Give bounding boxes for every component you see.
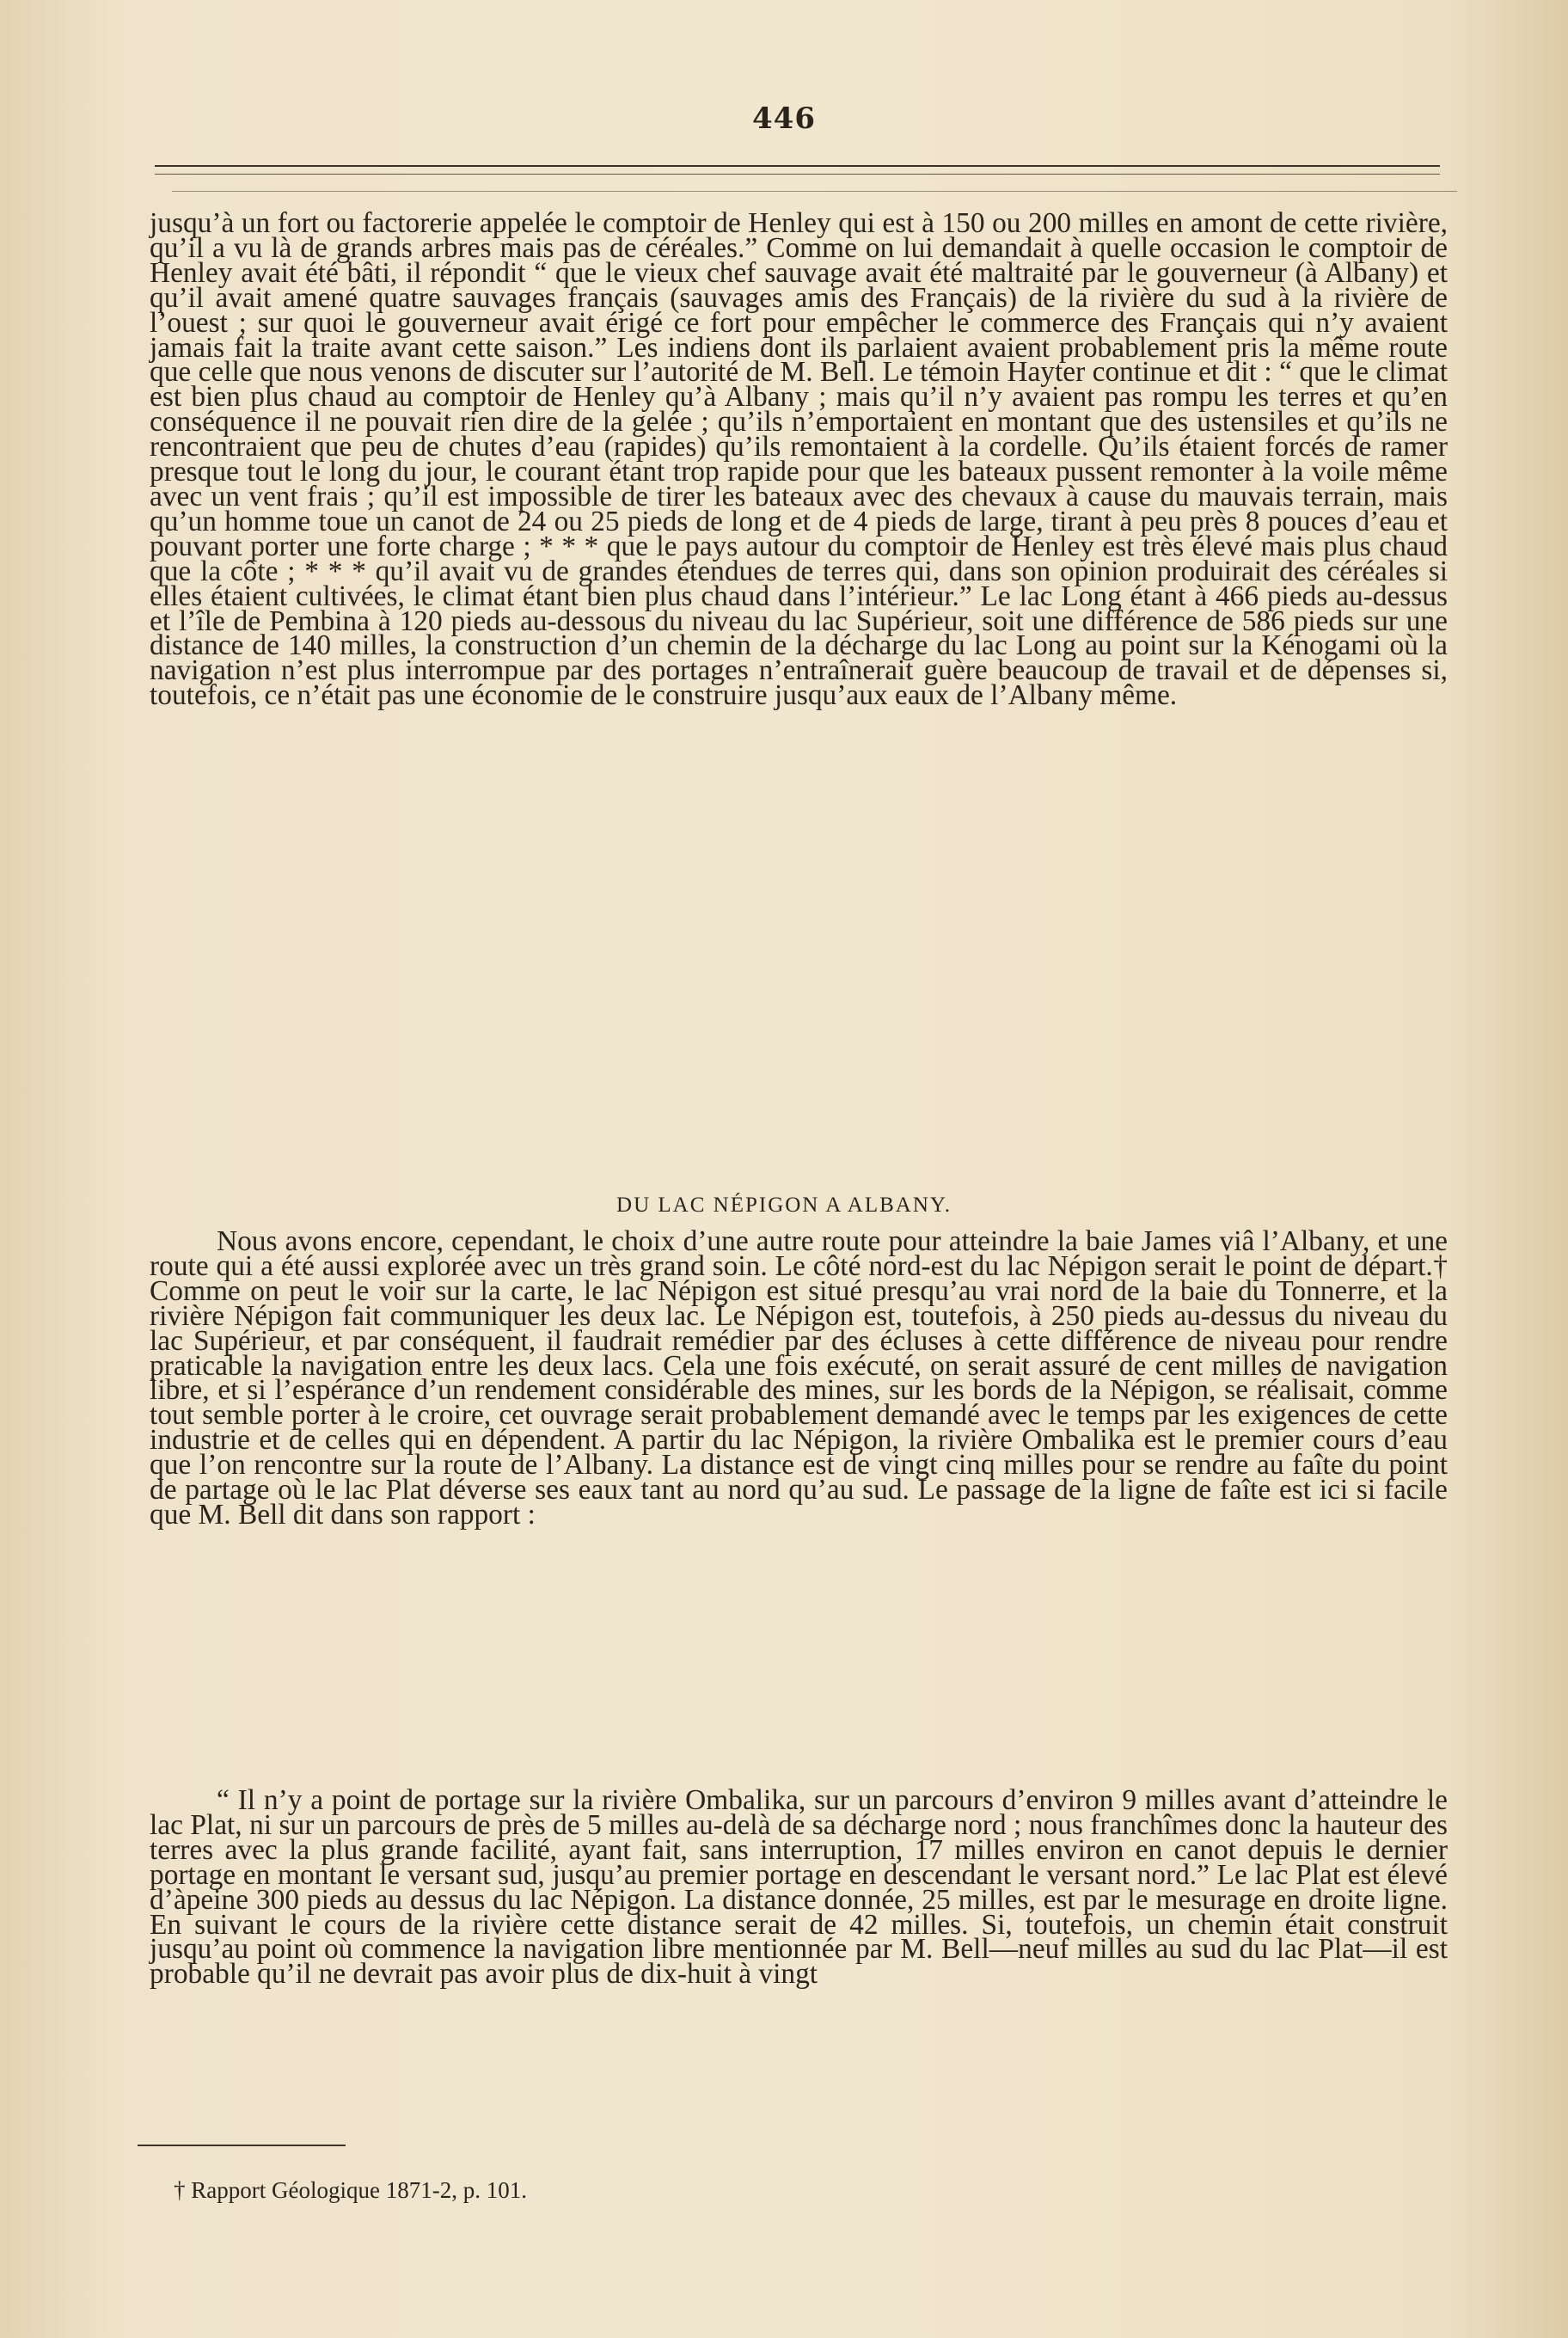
paragraph: jusqu’à un fort ou factorerie appelée le comptoir de Henley qui est à 150 ou 200 milles en amont de cette rivière, qu’il a vu là de grands arbres mais pas de céréales.” Comme on lui demandait à quelle occasion le comptoir de Henley avait été bâti, il répondit “ que le vieux chef sauvage avait été maltraité par le gouverneur (à Albany) et qu’il avait amené quatre sauvages français (sauvages amis des Français) de la rivière du sud à la rivière de l’ouest ; sur quoi le gouverneur avait érigé ce fort pour empêcher le commerce des Français qui n’y avaient jamais fait la traite avant cette saison.” Les indiens dont ils parlaient avaient probablement pris la même route que celle que nous venons de discuter sur l’autorité de M. Bell. Le témoin Hayter continue et dit : “ que le climat est bien plus chaud au comptoir de Henley qu’à Albany ; mais qu’il n’y avaient pas rompu les terres et qu’en conséquence il ne pouvait rien dire de la gelée ; qu’ils n’emportaient en montant que des ustensiles et qu’ils ne rencontraient que peu de chutes d’eau (rapides) qu’ils remontaient à la cordelle. Qu’ils étaient forcés de ramer presque tout le long du jour, le courant étant trop rapide pour que les bateaux pussent remonter à la voile même avec un vent frais ; qu’il est impossible de tirer les bateaux avec des chevaux à cause du mauvais terrain, mais qu’un homme toue un canot de 24 ou 25 pieds de long et de 4 pieds de large, tirant à peu près 8 pouces d’eau et pouvant porter une forte charge ; * * * que le pays autour du comptoir de Henley est très élevé mais plus chaud que la côte ; * * * qu’il avait vu de grandes étendues de terres qui, dans son opinion produirait des céréales si elles étaient cultivées, le climat étant bien plus chaud dans l’intérieur.” Le lac Long étant à 466 pieds au-dessus et l’île de Pembina à 120 pieds au-dessous du niveau du lac Supérieur, soit une différence de 586 pieds sur une distance de 140 milles, la construction d’un chemin de la décharge du lac Long au point sur la Kénogami où la navigation n’est plus interrompue par des portages n’entraînerait guère beaucoup de travail et de dépenses si, toutefois, ce n’était pas une économie de le construire jusqu’aux eaux de l’Albany même. — [150, 207, 1448, 712]
paragraph: “ Il n’y a point de portage sur la rivière Ombalika, sur un parcours d’environ 9 milles avant d’atteindre le lac Plat, ni sur un parcours de près de 5 milles au-delà de sa décharge nord ; nous franchîmes donc la hauteur des terres avec la plus grande facilité, ayant fait, sans interruption, 17 milles environ en canot depuis le dernier portage en montant le versant sud, jusqu’au premier portage en descendant le versant nord.” Le lac Plat est élevé d’àpeine 300 pieds au dessus du lac Népigon. La distance donnée, 25 milles, est par le mesurage en droite ligne. En suivant le cours de la rivière cette distance serait de 42 milles. Si, toutefois, un chemin était construit jusqu’au point où commence la navigation libre mentionnée par M. Bell—neuf milles au sud du lac Plat—il est probable qu’il ne devrait pas avoir plus de dix-huit à vingt — [150, 1784, 1448, 1991]
header-rule-thin — [155, 174, 1440, 175]
paragraph: Nous avons encore, cependant, le choix d’une autre route pour atteindre la baie James viâ l’Albany, et une route qui a été aussi explorée avec un très grand soin. Le côté nord-est du lac Népigon serait le point de départ.† Comme on peut le voir sur la carte, le lac Népigon est situé presqu’au vrai nord de la baie du Tonnerre, et la rivière Népigon fait communiquer les deux lac. Le Népigon est, toutefois, à 250 pieds au-dessus du niveau du lac Supérieur, et par conséquent, il faudrait remédier par des écluses à cette différence de niveau pour rendre praticable la navigation entre les deux lacs. Cela une fois exécuté, on serait assuré de cent milles de navigation libre, et si l’espérance d’un rendement considérable des mines, sur les bords de la Népigon, se réalisait, comme tout semble porter à le croire, cet ouvrage serait probablement demandé avec le temps par les exigences de cette industrie et de celles qui en dépendent. A partir du lac Népigon, la rivière Ombalika est le premier cours d’eau que l’on rencontre sur la route de l’Albany. La distance est de vingt cinq milles pour se rendre au faîte du point de partage où le lac Plat déverse ses eaux tant au nord qu’au sud. Le passage de la ligne de faîte est ici si facile que M. Bell dit dans son rapport : — [150, 1225, 1448, 1531]
section-heading: DU LAC NÉPIGON A ALBANY. — [616, 1194, 952, 1217]
page-number: 446 — [752, 101, 816, 136]
header-rule-faint — [172, 191, 1457, 192]
body-text-upper — [150, 207, 1448, 712]
body-text-lower — [150, 1784, 1448, 1991]
header-rule — [155, 165, 1440, 167]
footnote: † Rapport Géologique 1871-2, p. 101. — [174, 2177, 527, 2203]
footnote-rule — [138, 2145, 346, 2146]
body-text-middle — [150, 1225, 1448, 1531]
